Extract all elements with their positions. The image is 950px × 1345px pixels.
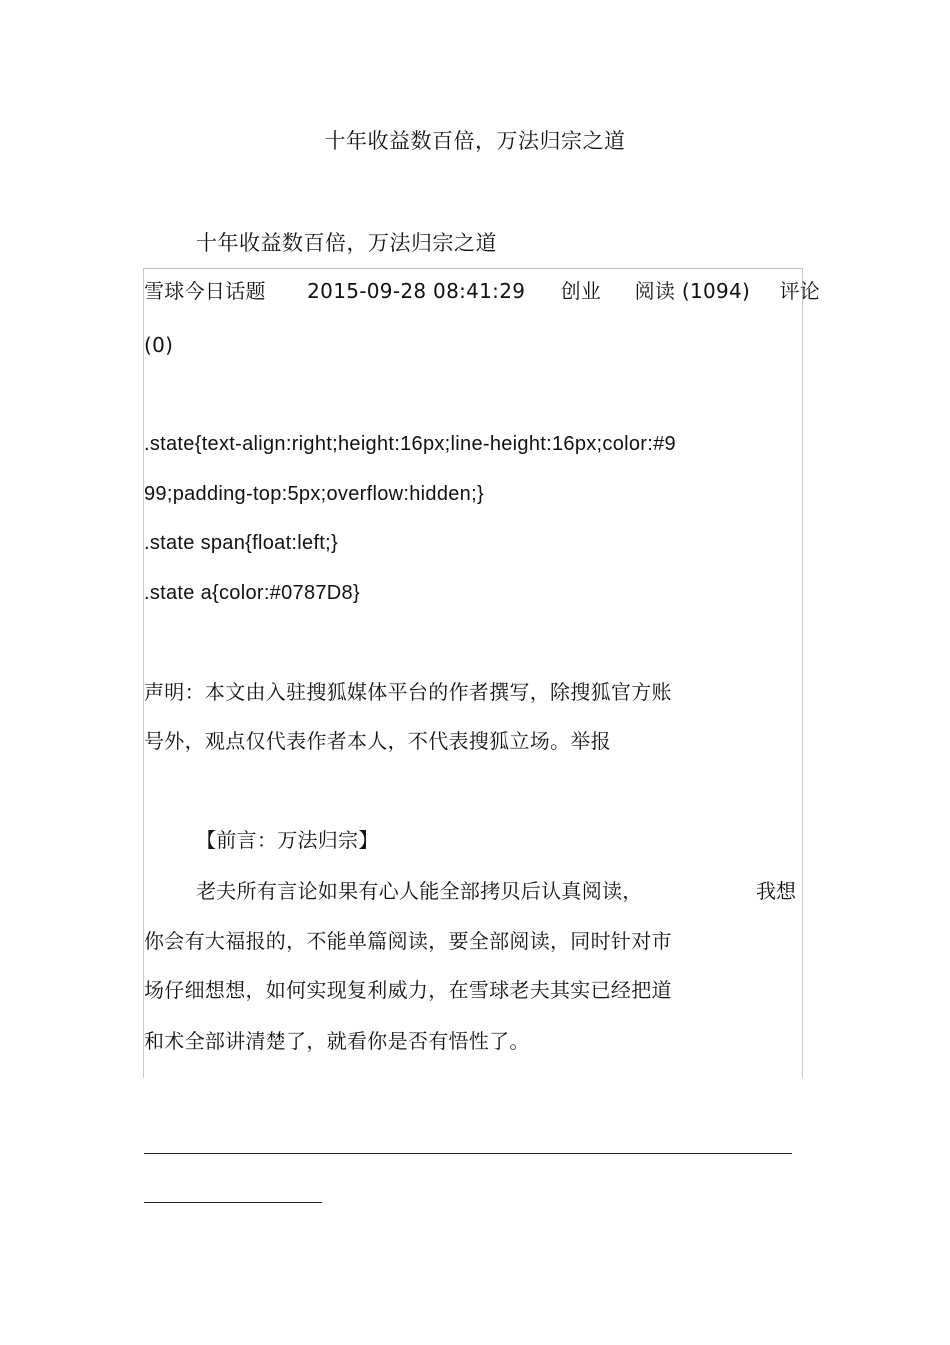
meta-source[interactable]: 雪球今日话题 [144, 279, 266, 303]
report-link[interactable]: 举报 [570, 729, 611, 753]
paragraph-line-end: 我想 [756, 879, 796, 903]
paragraph-line: 你会有大福报的，不能单篇阅读，要全部阅读，同时针对市 [144, 929, 672, 953]
paragraph-line: 和术全部讲清楚了，就看你是否有悟性了。 [144, 1029, 530, 1053]
css-code-line: .state{text-align:right;height:16px;line-height:16px;color:#9 [144, 433, 676, 455]
css-code-line: 99;padding-top:5px;overflow:hidden;} [144, 483, 484, 505]
page-title: 十年收益数百倍，万法归宗之道 [324, 129, 626, 153]
divider-line [144, 1153, 792, 1154]
preface-heading: 【前言：万法归宗】 [196, 828, 379, 852]
css-code-line: .state span{float:left;} [144, 532, 338, 554]
article-meta [144, 274, 820, 308]
disclaimer-text: 声明：本文由入驻搜狐媒体平台的作者撰写，除搜狐官方账 [144, 680, 672, 704]
meta-reads: 阅读 (1094) [634, 279, 751, 303]
meta-datetime: 2015-09-28 08:41:29 [307, 279, 526, 303]
article-title: 十年收益数百倍，万法归宗之道 [196, 231, 497, 255]
meta-category[interactable]: 创业 [560, 279, 602, 303]
paragraph-line: 老夫所有言论如果有心人能全部拷贝后认真阅读， [196, 879, 643, 903]
divider-line [144, 1202, 322, 1203]
paragraph-line: 场仔细想想，如何实现复利威力，在雪球老夫其实已经把道 [144, 978, 672, 1002]
disclaimer-text: 号外，观点仅代表作者本人，不代表搜狐立场。 [144, 729, 571, 753]
css-code-line: .state a{color:#0787D8} [144, 582, 360, 604]
meta-comments-count[interactable]: (0) [144, 333, 174, 357]
disclaimer-line-2 [144, 724, 611, 758]
meta-comments-label[interactable]: 评论 [779, 279, 821, 303]
